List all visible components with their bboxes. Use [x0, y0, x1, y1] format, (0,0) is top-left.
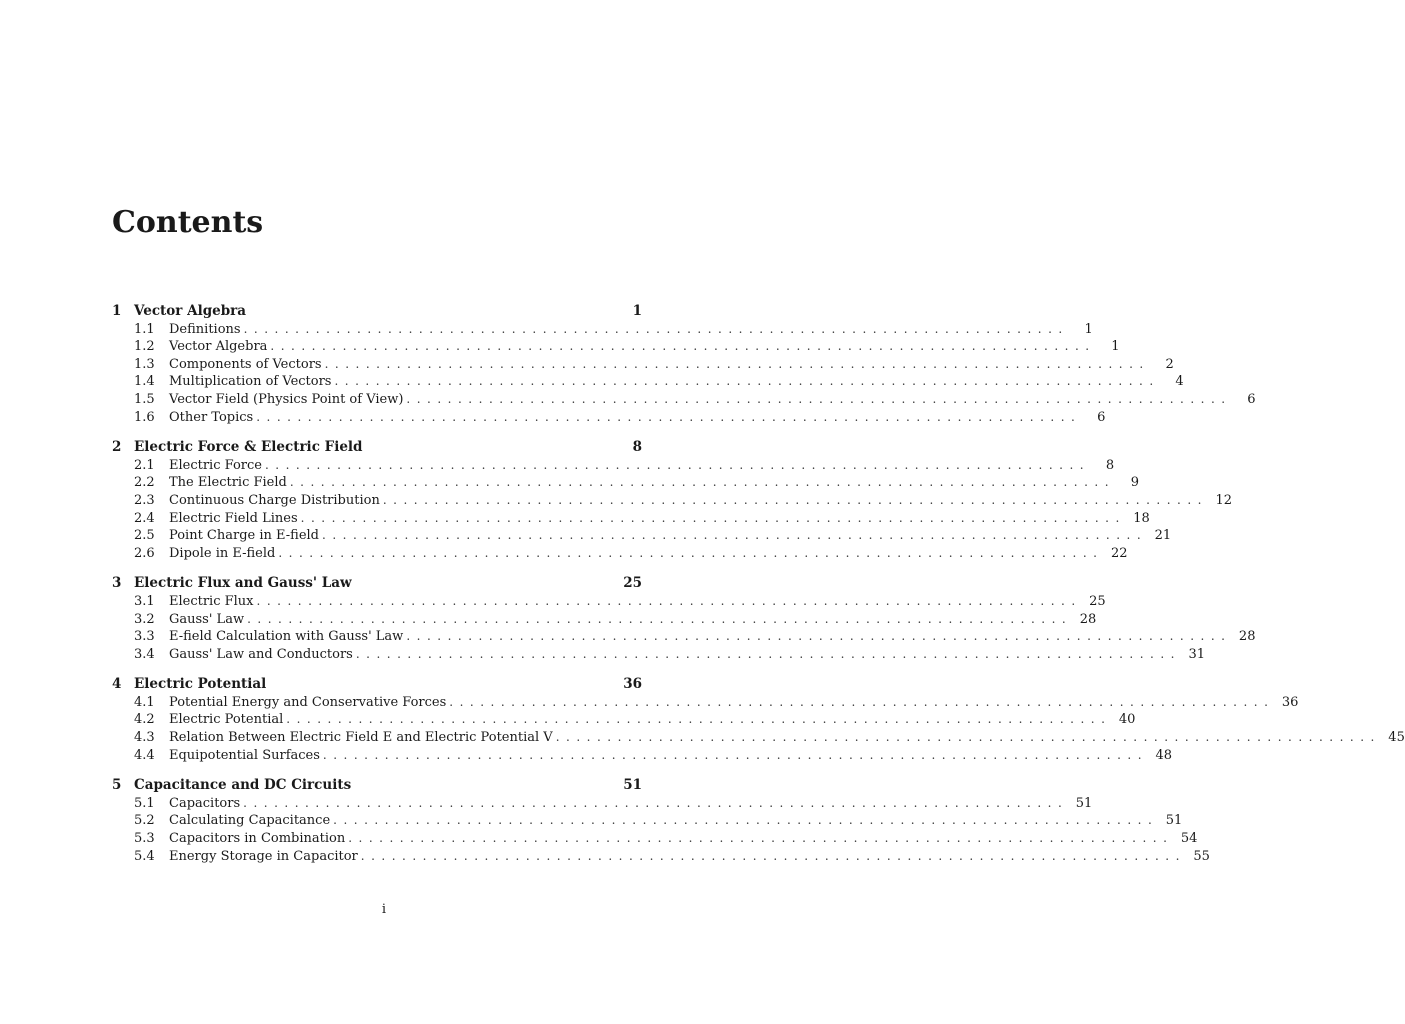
- dot-leader: ................................................................................: [406, 629, 1232, 644]
- section-page: 54: [1180, 831, 1198, 847]
- toc-chapter: [112, 777, 1210, 865]
- section-page: 55: [1193, 848, 1210, 864]
- page-number: i: [381, 902, 387, 917]
- dot-leader: ................................................................................: [247, 611, 1073, 626]
- section-page: 21: [1154, 528, 1172, 544]
- dot-leader: ................................................................................: [243, 321, 1069, 336]
- toc-chapter-entry[interactable]: [112, 676, 642, 694]
- section-number: 4.2: [134, 712, 155, 728]
- section-page: 12: [1215, 492, 1232, 508]
- section-page: 2: [1165, 356, 1174, 372]
- chapter-page: 1: [632, 303, 642, 319]
- dot-leader: ................................................................................: [264, 457, 1091, 472]
- chapter-page: 8: [632, 439, 642, 456]
- section-title: Electric Force: [169, 457, 262, 473]
- chapter-page: 25: [623, 575, 642, 592]
- section-page: 8: [1105, 457, 1115, 473]
- chapter-title: Capacitance and DC Circuits: [134, 777, 352, 794]
- dot-leader: ................................................................................: [334, 374, 1160, 389]
- section-title: Relation Between Electric Field E and Electric Potential V: [169, 730, 553, 746]
- chapter-title: Electric Force & Electric Field: [134, 439, 363, 456]
- dot-leader: ................................................................................: [355, 646, 1181, 661]
- section-title: Multiplication of Vectors: [169, 374, 332, 390]
- section-number: 5.1: [134, 795, 155, 811]
- dot-leader: ................................................................................: [406, 391, 1232, 406]
- section-number: 3.4: [134, 646, 155, 662]
- dot-leader: ................................................................................: [289, 475, 1116, 490]
- section-page: 31: [1188, 646, 1205, 662]
- section-title: Vector Field (Physics Point of View): [169, 391, 404, 407]
- section-number: 2.3: [134, 492, 155, 508]
- section-number: 1.3: [134, 356, 155, 372]
- toc-chapter-entry[interactable]: [112, 777, 642, 795]
- section-number: 2.5: [134, 528, 155, 544]
- section-title: Capacitors: [169, 795, 241, 811]
- section-title: Capacitors in Combination: [169, 831, 346, 847]
- section-page: 6: [1247, 391, 1256, 407]
- section-page: 45: [1388, 730, 1405, 746]
- dot-leader: ................................................................................: [300, 510, 1126, 525]
- dot-leader: ................................................................................: [278, 545, 1104, 560]
- section-number: 5.4: [134, 848, 155, 864]
- section-number: 2.4: [134, 510, 155, 526]
- section-title: Electric Flux: [169, 593, 254, 609]
- section-number: 1.4: [134, 374, 155, 390]
- section-page: 22: [1110, 545, 1128, 561]
- chapter-title: Electric Potential: [134, 676, 267, 693]
- toc-section-entry[interactable]: [112, 628, 1256, 646]
- toc-chapter-entry[interactable]: [112, 575, 642, 593]
- chapter-number: 2: [112, 439, 122, 456]
- toc-section-entry[interactable]: [112, 729, 1405, 747]
- chapter-page: 51: [623, 777, 642, 794]
- section-number: 3.1: [134, 593, 155, 609]
- dot-leader: ................................................................................: [256, 409, 1082, 424]
- section-number: 1.6: [134, 409, 155, 425]
- section-title: E-field Calculation with Gauss' Law: [169, 629, 404, 645]
- section-title: The Electric Field: [169, 475, 287, 491]
- section-title: Dipole in E-field: [169, 545, 276, 561]
- table-of-contents: [112, 303, 1405, 878]
- section-page: 28: [1079, 611, 1097, 627]
- section-title: Continuous Charge Distribution: [169, 492, 380, 508]
- section-number: 1.5: [134, 391, 155, 407]
- toc-section-entry[interactable]: [112, 527, 1172, 545]
- section-title: Equipotential Surfaces: [169, 747, 320, 763]
- dot-leader: ................................................................................: [324, 356, 1150, 371]
- section-page: 9: [1130, 475, 1140, 491]
- toc-section-entry[interactable]: [112, 646, 1205, 664]
- section-page: 36: [1281, 694, 1299, 710]
- chapter-page: 36: [623, 676, 642, 693]
- toc-chapter-entry[interactable]: [112, 303, 642, 321]
- section-page: 4: [1175, 374, 1184, 390]
- section-number: 4.3: [134, 730, 155, 746]
- section-number: 2.1: [134, 457, 155, 473]
- section-title: Energy Storage in Capacitor: [169, 848, 358, 864]
- dot-leader: ................................................................................: [322, 528, 1148, 543]
- section-number: 5.3: [134, 831, 155, 847]
- dot-leader: ................................................................................: [449, 694, 1275, 709]
- toc-section-entry[interactable]: [112, 338, 1120, 356]
- section-page: 1: [1111, 339, 1120, 355]
- toc-section-entry[interactable]: [112, 373, 1184, 391]
- section-page: 25: [1089, 593, 1106, 609]
- section-number: 4.4: [134, 747, 155, 763]
- chapter-title: Electric Flux and Gauss' Law: [134, 575, 352, 592]
- section-title: Other Topics: [169, 409, 254, 425]
- toc-section-entry[interactable]: [112, 510, 1150, 528]
- section-title: Definitions: [169, 321, 241, 337]
- dot-leader: ................................................................................: [270, 339, 1096, 354]
- chapter-title: Vector Algebra: [134, 303, 247, 319]
- section-page: 1: [1084, 321, 1093, 337]
- section-number: 2.6: [134, 545, 155, 561]
- section-title: Components of Vectors: [169, 356, 322, 372]
- section-title: Point Charge in E-field: [169, 528, 319, 544]
- section-page: 28: [1238, 629, 1256, 645]
- chapter-number: 5: [112, 777, 122, 794]
- section-number: 2.2: [134, 475, 155, 491]
- dot-leader: ................................................................................: [360, 848, 1186, 863]
- chapter-number: 3: [112, 575, 122, 592]
- dot-leader: ................................................................................: [348, 831, 1174, 846]
- section-title: Gauss' Law and Conductors: [169, 646, 353, 662]
- dot-leader: ................................................................................: [243, 795, 1069, 810]
- section-title: Calculating Capacitance: [169, 813, 331, 829]
- toc-section-entry[interactable]: [112, 492, 1232, 510]
- toc-section-entry[interactable]: [112, 457, 1115, 475]
- section-page: 48: [1155, 747, 1173, 763]
- toc-chapter: [112, 303, 1256, 426]
- section-page: 6: [1097, 409, 1106, 425]
- dot-leader: ................................................................................: [382, 492, 1208, 507]
- section-title: Gauss' Law: [169, 611, 245, 627]
- section-page: 51: [1075, 795, 1093, 811]
- dot-leader: ................................................................................: [333, 813, 1159, 828]
- toc-section-entry[interactable]: [112, 694, 1299, 712]
- toc-section-entry[interactable]: [112, 848, 1210, 866]
- section-number: 1.2: [134, 339, 155, 355]
- toc-chapter-entry[interactable]: [112, 439, 642, 457]
- section-number: 1.1: [134, 321, 155, 337]
- dot-leader: ................................................................................: [322, 747, 1149, 762]
- toc-section-entry[interactable]: [112, 474, 1140, 492]
- section-page: 51: [1165, 813, 1183, 829]
- section-title: Electric Field Lines: [169, 510, 298, 526]
- section-number: 3.2: [134, 611, 155, 627]
- toc-chapter: [112, 676, 1405, 764]
- section-number: 3.3: [134, 629, 155, 645]
- section-page: 18: [1133, 510, 1150, 526]
- toc-section-entry[interactable]: [112, 391, 1256, 409]
- page-title: Contents: [112, 205, 264, 240]
- toc-section-entry[interactable]: [112, 795, 1093, 813]
- toc-section-entry[interactable]: [112, 830, 1198, 848]
- dot-leader: ................................................................................: [286, 712, 1112, 727]
- toc-section-entry[interactable]: [112, 356, 1174, 374]
- dot-leader: ................................................................................: [256, 593, 1082, 608]
- section-title: Vector Algebra: [169, 339, 268, 355]
- toc-chapter: [112, 575, 1256, 663]
- toc-section-entry[interactable]: [112, 747, 1173, 765]
- toc-section-entry[interactable]: [112, 321, 1093, 339]
- toc-section-entry[interactable]: [112, 711, 1136, 729]
- section-page: 40: [1118, 712, 1136, 728]
- section-number: 4.1: [134, 694, 155, 710]
- dot-leader: ................................................................................: [555, 730, 1381, 745]
- toc-section-entry[interactable]: [112, 545, 1128, 563]
- section-number: 5.2: [134, 813, 155, 829]
- toc-chapter: [112, 439, 1232, 562]
- toc-section-entry[interactable]: [112, 409, 1106, 427]
- section-title: Electric Potential: [169, 712, 284, 728]
- section-title: Potential Energy and Conservative Forces: [169, 694, 447, 710]
- toc-section-entry[interactable]: [112, 593, 1106, 611]
- chapter-number: 1: [112, 303, 122, 319]
- toc-section-entry[interactable]: [112, 611, 1097, 629]
- toc-section-entry[interactable]: [112, 812, 1183, 830]
- chapter-number: 4: [112, 676, 122, 693]
